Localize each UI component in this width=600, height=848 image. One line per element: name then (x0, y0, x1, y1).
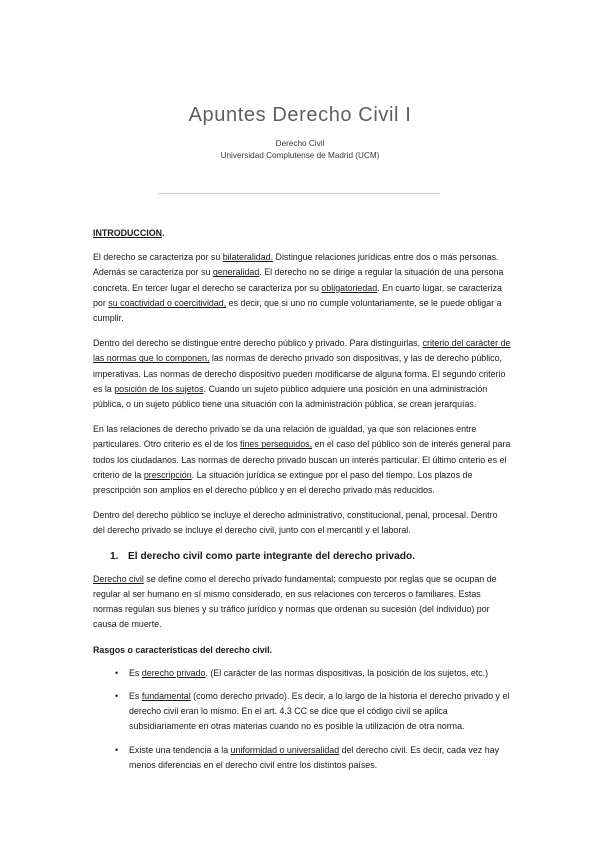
document-university: Universidad Complutense de Madrid (UCM) (220, 151, 380, 160)
text: . Cuando un sujeto público adquiere una posición en una administración pública, o un sujeto público tiene una situación con la administración pública, se crean jerarquías. (93, 383, 488, 410)
section-1-heading (110, 549, 511, 564)
paragraph-5 (93, 572, 511, 633)
paragraph-1 (93, 250, 511, 326)
text: Es (129, 667, 142, 678)
underlined-term: bilateralidad. (222, 252, 274, 263)
text: (como derecho privado). Es decir, a lo largo de la historia el derecho privado y el derecho civil eran lo mismo. En el art. 4.3 CC se dice que el código civil se aplica subsidiariamente en otras materias cuando no es posible la utilización de otra norma. (129, 691, 510, 732)
text: es decir, que si uno no cumple voluntariamente, se le puede obligar a cumplir. (93, 297, 502, 324)
title-divider (158, 193, 440, 194)
section-title: El derecho civil como parte integrante del derecho privado. (128, 550, 416, 562)
text: Existe una tendencia a la (129, 744, 231, 755)
text: del derecho civil. Es decir, cada vez hay menos diferencias en el derecho civil entre los distintos países. (129, 744, 500, 770)
text: en el caso del público son de interés general para todos los ciudadanos. Las normas de derecho privado buscan un interés particular. El último criterio es el criterio de la (93, 439, 511, 480)
underlined-term: generalidad (212, 267, 260, 278)
rasgos-list (93, 666, 511, 773)
text: . El derecho no se dirige a regular la situación de una persona concreta. En tercer lugar el derecho se caracteriza por su (93, 267, 504, 293)
underlined-term: uniformidad o universalidad (230, 744, 340, 755)
text: Dentro del derecho se distingue entre derecho público y privado. Para distinguirlas, (93, 338, 423, 349)
text: . (El carácter de las normas dispositivas, la posición de los sujetos, etc.) (205, 667, 489, 678)
underlined-term: prescripción (143, 469, 192, 480)
bullet-icon: • (115, 744, 119, 755)
text: Es (129, 691, 142, 702)
text: las normas de derecho privado son dispositivas, y las de derecho público, imperativas. Las normas de derecho dispositivo pueden modificarse de alguna forma. El segundo criterio es la (93, 353, 506, 394)
paragraph-3 (93, 422, 511, 498)
document-body (93, 226, 511, 781)
text: En las relaciones de derecho privado se da una relación de igualdad, ya que son relaciones entre particulares. Otro criterio es el de los (93, 424, 477, 450)
underlined-term: obligatoriedad (321, 282, 378, 293)
text: Distingue relaciones jurídicas entre dos o más personas. Además se caracteriza por su (93, 252, 499, 278)
paragraph-2 (93, 336, 511, 412)
text: El derecho se caracteriza por su (93, 252, 223, 263)
underlined-term: su coactividad o coercitividad, (108, 297, 227, 308)
intro-heading-text: INTRODUCCION (93, 228, 163, 238)
section-number: 1. (110, 550, 119, 562)
list-item (93, 743, 511, 773)
rasgos-heading: Rasgos o características del derecho civil. (93, 644, 273, 655)
intro-heading-period: . (162, 228, 165, 238)
underlined-term: Derecho civil (93, 573, 144, 584)
paragraph-4: Dentro del derecho público se incluye el derecho administrativo, constitucional, penal, procesal. Dentro del derecho privado se incluye el derecho civil, junto con el mercantil y el laboral. (93, 510, 498, 536)
underlined-term: fundamental (141, 691, 191, 702)
intro-heading (93, 226, 511, 241)
underlined-term: fines perseguidos, (240, 439, 313, 450)
bullet-icon: • (115, 667, 119, 678)
text: se define como el derecho privado fundamental; compuesto por reglas que se ocupan de regular al ser humano en sí mismo considerado, en sus relaciones con terceros o familiares. Estas normas regulan sus bienes y su tráfico jurídico y normas que ordenan su sucesión (del individuo) por causa de muerte. (93, 573, 497, 630)
document-subject: Derecho Civil (275, 139, 325, 148)
underlined-term: posición de los sujetos (114, 383, 204, 394)
underlined-term: derecho privado (141, 667, 206, 678)
list-item (93, 666, 511, 681)
list-item (93, 689, 511, 735)
document-title: Apuntes Derecho Civil I (188, 104, 412, 126)
bullet-icon: • (115, 691, 119, 702)
text: . La situación jurídica se extingue por el paso del tiempo. Los plazos de prescripción son amplios en el derecho público y en el derecho privado más reducidos. (93, 469, 473, 496)
underlined-term: criterio del carácter de las normas que lo componen, (93, 338, 511, 364)
text: . En cuarto lugar, se caracteriza por (93, 282, 502, 308)
